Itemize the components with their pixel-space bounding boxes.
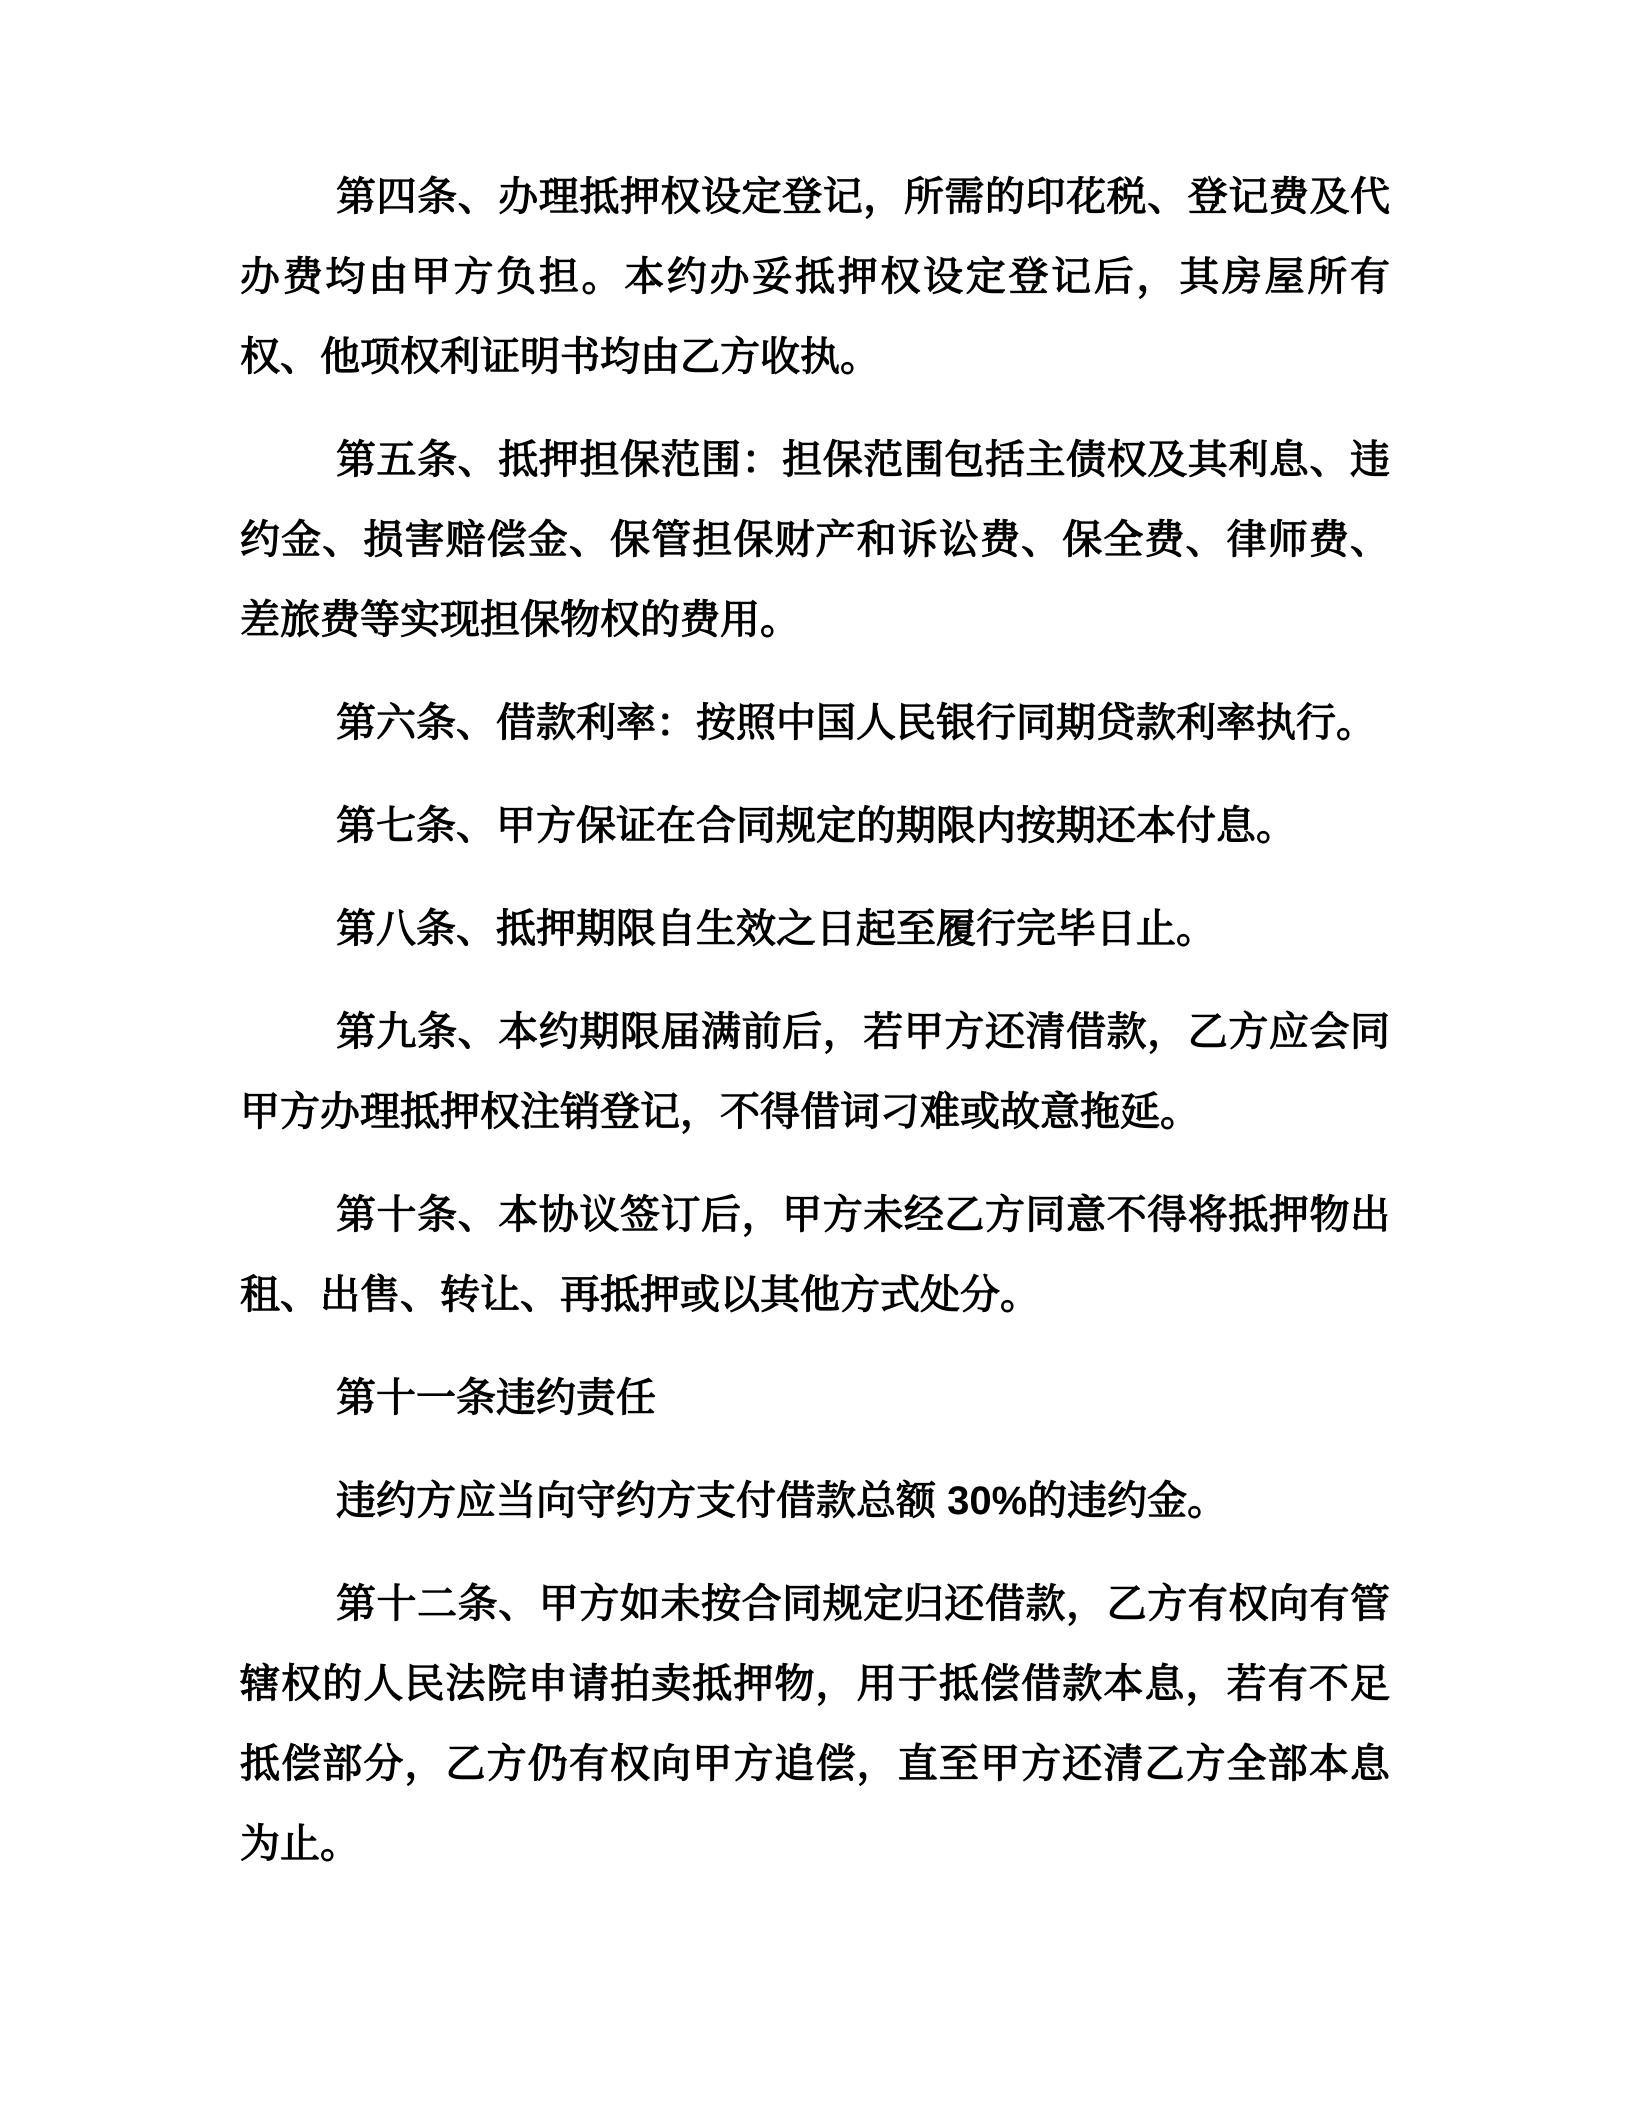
clause-paragraph-6: 第六条、借款利率：按照中国人民银行同期贷款利率执行。 bbox=[336, 701, 1376, 745]
contract-text-block bbox=[240, 157, 1390, 1907]
clause-paragraph-12: 第十二条、甲方如未按合同规定归还借款，乙方有权向有管辖权的人民法院申请拍卖抵押物，用于抵偿借款本息，若有不足抵偿部分，乙方仍有权向甲方追偿，直至甲方还清乙方全部本息为止。 bbox=[240, 1582, 1390, 1866]
clause-paragraph-10: 第十条、本协议签订后，甲方未经乙方同意不得将抵押物出租、出售、转让、再抵押或以其他方式处分。 bbox=[240, 1193, 1390, 1317]
clause-paragraph-7: 第七条、甲方保证在合同规定的期限内按期还本付息。 bbox=[336, 804, 1296, 848]
clause-heading-11: 第十一条违约责任 bbox=[336, 1376, 656, 1420]
clause-paragraph-8: 第八条、抵押期限自生效之日起至履行完毕日止。 bbox=[336, 907, 1216, 951]
clause-body-11: 违约方应当向守约方支付借款总额 30%的违约金。 bbox=[336, 1479, 1228, 1523]
clause-paragraph-5: 第五条、抵押担保范围：担保范围包括主债权及其利息、违约金、损害赔偿金、保管担保财产和诉讼费、保全费、律师费、差旅费等实现担保物权的费用。 bbox=[240, 438, 1390, 642]
clause-paragraph-9: 第九条、本约期限届满前后，若甲方还清借款，乙方应会同甲方办理抵押权注销登记，不得借词刁难或故意拖延。 bbox=[240, 1010, 1390, 1134]
clause-paragraph-4: 第四条、办理抵押权设定登记，所需的印花税、登记费及代办费均由甲方负担。本约办妥抵押权设定登记后，其房屋所有权、他项权利证明书均由乙方收执。 bbox=[240, 175, 1390, 379]
